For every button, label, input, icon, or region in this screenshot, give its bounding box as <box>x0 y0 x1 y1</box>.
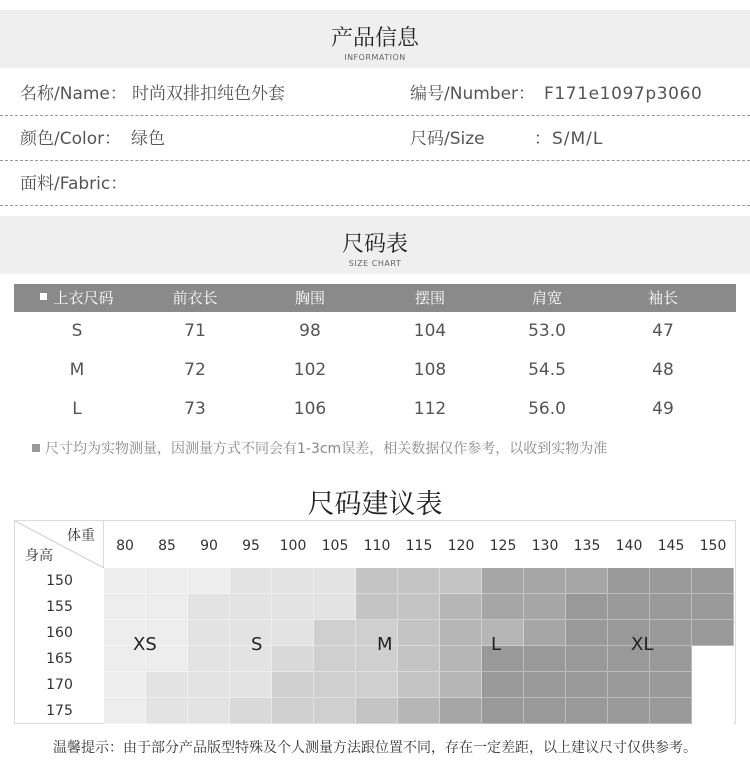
name-value: 时尚双排扣纯色外套 <box>132 84 285 104</box>
size-grid-cell <box>608 594 650 620</box>
weight-label: 150 <box>699 538 727 554</box>
size-grid-cell <box>650 568 692 594</box>
size-grid-cell <box>524 620 566 646</box>
weight-label: 145 <box>657 538 685 554</box>
table-row: M 72 102 108 54.5 48 <box>69 360 674 380</box>
product-info-subtitle: INFORMATION <box>344 53 406 62</box>
weight-label: 95 <box>242 538 260 554</box>
size-grid-cell <box>314 672 356 698</box>
color-label: 颜色/Color： <box>20 129 122 149</box>
size-grid-cell <box>272 620 314 646</box>
size-grid-cell <box>230 698 272 724</box>
size-grid-cell <box>692 568 734 594</box>
size-grid-cell <box>608 698 650 724</box>
size-grid-cell <box>692 672 734 698</box>
size-grid-cell <box>104 698 146 724</box>
height-label: 155 <box>46 599 73 615</box>
height-label: 160 <box>46 625 73 641</box>
size-grid-cell <box>356 568 398 594</box>
square-bullet-icon <box>40 293 47 300</box>
footer-tip: 温馨提示：由于部分产品版型特殊及个人测量方法跟位置不同，存在一定差距，以上建议尺寸仅供参考。 <box>53 740 697 756</box>
size-grid-cell <box>356 698 398 724</box>
weight-label: 80 <box>116 538 134 554</box>
size-grid-cell <box>566 620 608 646</box>
size-grid-cell <box>650 594 692 620</box>
size-zone-label: M <box>377 634 393 655</box>
size-grid-cell <box>398 620 440 646</box>
weight-label: 130 <box>531 538 559 554</box>
weight-label: 105 <box>321 538 349 554</box>
measurement-note: 尺寸均为实物测量，因测量方式不同会有1-3cm误差，相关数据仅作参考，以收到实物为准 <box>32 438 607 458</box>
info-row-fabric <box>0 162 750 206</box>
size-grid-cell <box>524 698 566 724</box>
table-row: S 71 98 104 53.0 47 <box>71 321 674 341</box>
size-grid-cell <box>188 568 230 594</box>
size-value: ：S/M/L <box>534 129 604 149</box>
size-grid-cell <box>482 698 524 724</box>
size-chart-subtitle: SIZE CHART <box>348 259 402 268</box>
size-zone-label: S <box>251 634 263 655</box>
size-grid-cell <box>524 646 566 672</box>
size-grid-cell <box>566 646 608 672</box>
product-info-title: 产品信息 <box>330 26 419 51</box>
size-grid-cell <box>440 672 482 698</box>
weight-label: 100 <box>279 538 307 554</box>
size-grid-cell <box>650 672 692 698</box>
size-table-header <box>14 284 736 312</box>
size-chart-header <box>0 216 750 274</box>
size-grid-cell <box>272 594 314 620</box>
sleeve-col-header: 袖长 <box>647 289 678 307</box>
number-value: F171e1097p3060 <box>544 84 703 104</box>
size-grid-cell <box>566 672 608 698</box>
size-grid-cell <box>524 672 566 698</box>
size-grid-cell <box>314 620 356 646</box>
shoulder-col-header: 肩宽 <box>531 289 562 307</box>
fabric-label: 面料/Fabric： <box>20 174 128 194</box>
size-grid-cell <box>314 646 356 672</box>
size-label: 尺码/Size <box>410 129 485 149</box>
size-grid-cell <box>104 568 146 594</box>
size-grid-cell <box>188 672 230 698</box>
size-grid-cell <box>356 672 398 698</box>
product-info-header <box>0 10 750 68</box>
size-zone-label: XL <box>631 634 654 655</box>
length-col-header: 前衣长 <box>172 289 218 307</box>
weight-label: 135 <box>573 538 601 554</box>
size-grid-cell <box>356 594 398 620</box>
size-grid-cell <box>398 646 440 672</box>
weight-label: 85 <box>158 538 176 554</box>
size-grid-cell <box>272 568 314 594</box>
size-recommendation-grid <box>14 520 736 724</box>
size-grid-cell <box>524 594 566 620</box>
size-grid-cell <box>650 698 692 724</box>
size-grid-cell <box>482 672 524 698</box>
size-col-header: 上衣尺码 <box>14 284 140 312</box>
size-grid-cell <box>482 620 524 646</box>
size-grid-cell <box>440 698 482 724</box>
size-grid-cell <box>230 672 272 698</box>
size-grid-cell <box>440 594 482 620</box>
size-grid-cell <box>608 568 650 594</box>
size-grid-cell <box>188 646 230 672</box>
size-grid-cell <box>482 594 524 620</box>
size-grid-cell <box>440 646 482 672</box>
size-grid-cell <box>188 594 230 620</box>
size-grid-cell <box>146 672 188 698</box>
size-grid-cell <box>566 698 608 724</box>
size-grid-cell <box>398 698 440 724</box>
bust-col-header: 胸围 <box>294 289 325 307</box>
recommendation-title: 尺码建议表 <box>307 489 443 520</box>
height-axis-label: 身高 <box>25 548 53 564</box>
size-grid-cell <box>314 698 356 724</box>
size-grid-cell <box>692 646 734 672</box>
info-row-name <box>0 72 750 116</box>
size-zone-label: XS <box>133 634 157 655</box>
size-grid-cell <box>272 698 314 724</box>
number-label: 编号/Number： <box>410 84 536 104</box>
size-grid-cell <box>188 698 230 724</box>
weight-label: 115 <box>405 538 433 554</box>
weight-label: 90 <box>200 538 218 554</box>
size-grid-cell <box>188 620 230 646</box>
size-grid-cell <box>440 568 482 594</box>
size-grid-cell <box>272 646 314 672</box>
size-grid-cell <box>272 672 314 698</box>
size-grid-cell <box>314 568 356 594</box>
size-grid-cell <box>146 568 188 594</box>
weight-axis-label: 体重 <box>67 528 95 544</box>
size-grid-cell <box>398 594 440 620</box>
size-grid-cell <box>398 672 440 698</box>
size-grid-cell <box>314 594 356 620</box>
size-grid-cell <box>146 698 188 724</box>
size-chart-title: 尺码表 <box>341 232 408 257</box>
size-grid-cell <box>146 594 188 620</box>
size-grid-cell <box>230 568 272 594</box>
weight-label: 120 <box>447 538 475 554</box>
info-row-color <box>0 117 750 161</box>
size-zone-label: L <box>491 634 502 655</box>
size-grid-cell <box>104 594 146 620</box>
size-grid-cell <box>566 594 608 620</box>
weight-label: 125 <box>489 538 517 554</box>
size-grid-cell <box>440 620 482 646</box>
size-grid-cell <box>566 568 608 594</box>
size-table <box>14 284 736 429</box>
size-grid-cell <box>692 594 734 620</box>
size-grid-cell <box>482 646 524 672</box>
size-grid-cell <box>650 620 692 646</box>
square-bullet-icon <box>32 444 40 452</box>
table-row: L 73 106 112 56.0 49 <box>72 399 674 419</box>
size-grid-cell <box>398 568 440 594</box>
height-label: 175 <box>46 703 73 719</box>
size-grid-cell <box>104 672 146 698</box>
weight-label: 140 <box>615 538 643 554</box>
size-grid-cell <box>692 698 734 724</box>
grid-corner-header <box>15 521 104 568</box>
size-grid-cell <box>482 568 524 594</box>
size-grid-cell <box>230 594 272 620</box>
size-grid-cell <box>524 568 566 594</box>
height-label: 170 <box>46 677 73 693</box>
hem-col-header: 摆围 <box>414 289 445 307</box>
name-label: 名称/Name： <box>20 84 127 104</box>
height-label: 150 <box>46 573 73 589</box>
size-grid-cell <box>608 672 650 698</box>
size-grid-cell <box>692 620 734 646</box>
weight-label: 110 <box>363 538 391 554</box>
color-value: 绿色 <box>131 129 165 149</box>
height-label: 165 <box>46 651 73 667</box>
size-grid-cell <box>650 646 692 672</box>
